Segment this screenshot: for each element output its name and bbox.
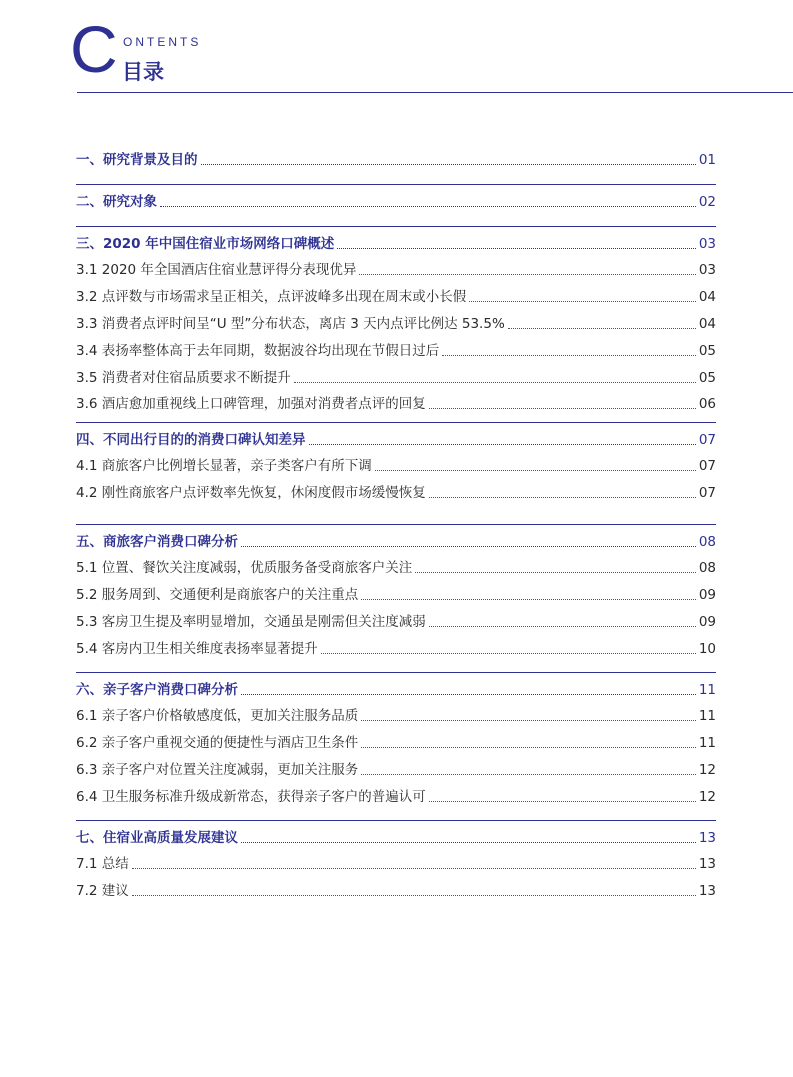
dot-leader [429, 626, 696, 627]
toc-section-entry[interactable] [76, 706, 716, 726]
toc-section-title: 3.5 消费者对住宿品质要求不断提升 [76, 369, 291, 386]
toc-section-title: 6.3 亲子客户对位置关注度减弱，更加关注服务 [76, 762, 359, 779]
contents-header [0, 0, 793, 100]
toc-page-number: 12 [698, 762, 716, 779]
toc-chapter-entry[interactable] [76, 192, 716, 212]
toc-page-number: 13 [698, 856, 716, 873]
toc-section-entry[interactable] [76, 341, 716, 361]
dot-leader [361, 774, 696, 775]
toc-chapter-title: 六、亲子客户消费口碑分析 [76, 682, 238, 698]
toc-section-title: 6.1 亲子客户价格敏感度低，更加关注服务品质 [76, 708, 359, 725]
toc-page-number: 12 [698, 788, 716, 805]
toc-chapter-entry[interactable] [76, 234, 716, 254]
toc-page-number: 08 [698, 534, 716, 550]
toc-section-entry[interactable] [76, 612, 716, 632]
dot-leader [241, 842, 696, 843]
section-divider [76, 226, 716, 227]
dot-leader [361, 747, 696, 748]
section-divider [76, 524, 716, 525]
dot-leader [241, 546, 696, 547]
toc-page-number: 13 [698, 883, 716, 900]
dot-leader [359, 274, 695, 275]
toc-page-number: 08 [698, 560, 716, 577]
section-divider [76, 820, 716, 821]
dot-leader [321, 653, 696, 654]
toc-section-entry[interactable] [76, 394, 716, 414]
toc-section-title: 3.1 2020 年全国酒店住宿业慧评得分表现优异 [76, 262, 357, 279]
toc-section-title: 6.2 亲子客户重视交通的便捷性与酒店卫生条件 [76, 735, 359, 752]
section-divider [76, 422, 716, 423]
toc-chapter-entry[interactable] [76, 430, 716, 450]
contents-logo-letter: C [70, 12, 118, 86]
toc-section-entry[interactable] [76, 881, 716, 901]
toc-page-number: 09 [698, 614, 716, 631]
toc-section-title: 5.1 位置、餐饮关注度减弱，优质服务备受商旅客户关注 [76, 560, 413, 577]
toc-page-number: 01 [698, 152, 716, 168]
toc-section-entry[interactable] [76, 760, 716, 780]
toc-section-title: 7.1 总结 [76, 856, 129, 873]
toc-section-title: 6.4 卫生服务标准升级成新常态，获得亲子客户的普遍认可 [76, 788, 426, 805]
toc-chapter-entry[interactable] [76, 680, 716, 700]
toc-chapter-entry[interactable] [76, 532, 716, 552]
page-title: 目录 [122, 60, 164, 84]
dot-leader [442, 355, 696, 356]
toc-page-number: 05 [698, 342, 716, 359]
toc-page-number: 03 [698, 236, 716, 252]
toc-page-number: 10 [698, 640, 716, 657]
toc-section-title: 5.4 客房内卫生相关维度表扬率显著提升 [76, 640, 318, 657]
toc-section-title: 3.2 点评数与市场需求呈正相关，点评波峰多出现在周末或小长假 [76, 289, 467, 306]
toc-page-number: 03 [698, 262, 716, 279]
header-divider [77, 92, 793, 93]
toc-page-number: 06 [698, 396, 716, 413]
dot-leader [132, 895, 696, 896]
toc-page-number: 07 [698, 432, 716, 448]
dot-leader [415, 572, 696, 573]
toc-page-number: 05 [698, 369, 716, 386]
toc-section-entry[interactable] [76, 368, 716, 388]
toc-chapter-title: 三、2020 年中国住宿业市场网络口碑概述 [76, 236, 335, 252]
toc-section-entry[interactable] [76, 314, 716, 334]
toc-chapter-title: 五、商旅客户消费口碑分析 [76, 534, 238, 550]
dot-leader [375, 470, 696, 471]
toc-page-number: 07 [698, 458, 716, 475]
toc-section-title: 7.2 建议 [76, 883, 129, 900]
toc-page-number: 04 [698, 316, 716, 333]
toc-section-entry[interactable] [76, 287, 716, 307]
toc-page-number: 09 [698, 587, 716, 604]
toc-chapter-entry[interactable] [76, 150, 716, 170]
toc-section-title: 4.2 刚性商旅客户点评数率先恢复，休闲度假市场缓慢恢复 [76, 485, 426, 502]
toc-section-entry[interactable] [76, 585, 716, 605]
toc-chapter-title: 一、研究背景及目的 [76, 152, 198, 168]
toc-section-title: 3.3 消费者点评时间呈“U 型”分布状态，离店 3 天内点评比例达 53.5% [76, 316, 505, 333]
section-divider [76, 184, 716, 185]
dot-leader [361, 720, 696, 721]
dot-leader [469, 301, 696, 302]
toc-section-entry[interactable] [76, 456, 716, 476]
toc-page-number: 07 [698, 485, 716, 502]
dot-leader [132, 868, 696, 869]
dot-leader [294, 382, 696, 383]
toc-section-entry[interactable] [76, 639, 716, 659]
toc-section-title: 3.4 表扬率整体高于去年同期，数据波谷均出现在节假日过后 [76, 342, 440, 359]
dot-leader [508, 328, 696, 329]
toc-page-number: 11 [698, 682, 716, 698]
toc-page-number: 11 [698, 735, 716, 752]
toc-section-entry[interactable] [76, 483, 716, 503]
toc-page-number: 11 [698, 708, 716, 725]
toc-section-entry[interactable] [76, 733, 716, 753]
toc-section-entry[interactable] [76, 558, 716, 578]
toc-chapter-title: 七、住宿业高质量发展建议 [76, 830, 238, 846]
dot-leader [337, 248, 696, 249]
toc-section-title: 5.2 服务周到、交通便利是商旅客户的关注重点 [76, 587, 359, 604]
toc-section-entry[interactable] [76, 260, 716, 280]
toc-page-number: 13 [698, 830, 716, 846]
toc-page-number: 02 [698, 194, 716, 210]
dot-leader [429, 497, 696, 498]
toc-section-entry[interactable] [76, 787, 716, 807]
toc-chapter-title: 四、不同出行目的的消费口碑认知差异 [76, 432, 306, 448]
section-divider [76, 672, 716, 673]
dot-leader [429, 801, 696, 802]
toc-chapter-title: 二、研究对象 [76, 194, 157, 210]
toc-section-title: 3.6 酒店愈加重视线上口碑管理，加强对消费者点评的回复 [76, 396, 426, 413]
toc-section-title: 5.3 客房卫生提及率明显增加，交通虽是刚需但关注度减弱 [76, 614, 426, 631]
dot-leader [160, 206, 696, 207]
dot-leader [429, 408, 696, 409]
dot-leader [241, 694, 696, 695]
contents-word: ONTENTS [123, 35, 202, 49]
toc-section-title: 4.1 商旅客户比例增长显著，亲子类客户有所下调 [76, 458, 372, 475]
toc-page-number: 04 [698, 289, 716, 306]
dot-leader [309, 444, 696, 445]
toc-chapter-entry[interactable] [76, 828, 716, 848]
dot-leader [201, 164, 696, 165]
dot-leader [361, 599, 696, 600]
toc-section-entry[interactable] [76, 854, 716, 874]
